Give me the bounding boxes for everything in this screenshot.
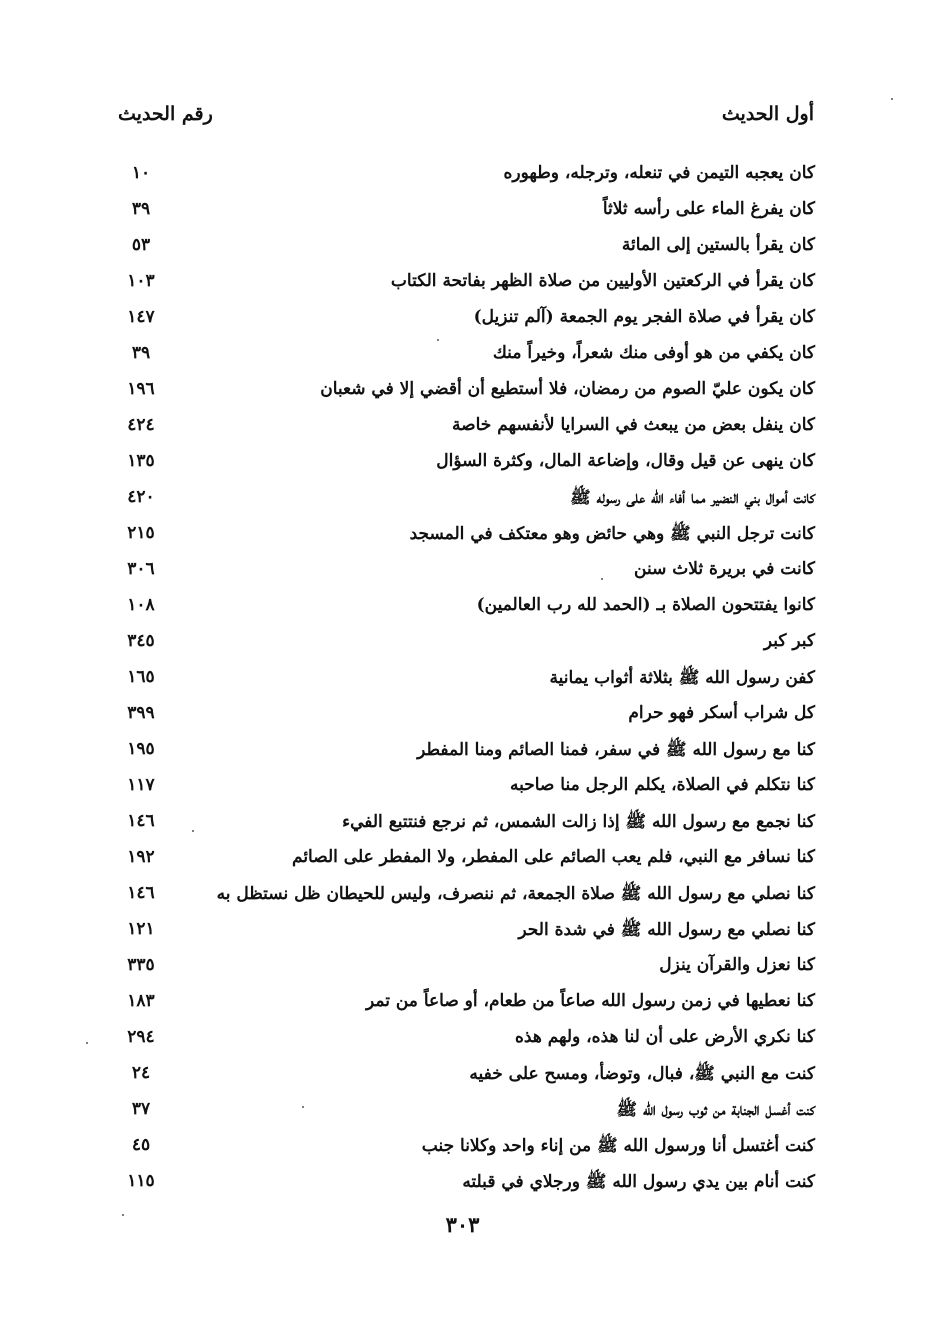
hadith-number: ٣٣٥ xyxy=(127,955,155,975)
hadith-opening-text: كنت أغسل الجنابة من ثوب رسول الله ﷺ xyxy=(616,1100,815,1120)
index-entry xyxy=(115,412,815,448)
index-entry xyxy=(115,268,815,304)
hadith-opening-text: كان يكون عليّ الصوم من رمضان، فلا أستطيع أن أقضي إلا في شعبان xyxy=(320,379,815,399)
index-entry xyxy=(115,1096,815,1132)
scan-speck xyxy=(891,98,893,100)
index-entry xyxy=(115,952,815,988)
hadith-opening-text: كان ينفل بعض من يبعث في السرايا لأنفسهم خاصة xyxy=(452,415,815,435)
hadith-number: ١١٧ xyxy=(127,775,155,795)
hadith-number: ١٢١ xyxy=(127,919,155,939)
index-entry xyxy=(115,304,815,340)
hadith-number: ٣٧ xyxy=(131,1099,151,1119)
hadith-opening-text: كنا نصلي مع رسول الله ﷺ صلاة الجمعة، ثم ننصرف، وليس للحيطان ظل نستظل به xyxy=(216,884,815,904)
scan-speck xyxy=(86,1042,88,1044)
scan-speck xyxy=(302,1106,304,1108)
index-entry xyxy=(115,160,815,196)
hadith-number: ١٤٦ xyxy=(127,883,155,903)
hadith-opening-text: كنا نصلي مع رسول الله ﷺ في شدة الحر xyxy=(518,920,815,940)
hadith-opening-text: كل شراب أسكر فهو حرام xyxy=(628,703,815,723)
hadith-number: ٤٢٤ xyxy=(127,415,155,435)
hadith-opening-text: كنا نكري الأرض على أن لنا هذه، ولهم هذه xyxy=(515,1027,815,1047)
hadith-number: ١٠٣ xyxy=(127,271,155,291)
scan-speck xyxy=(601,578,603,580)
hadith-number: ٣٤٥ xyxy=(127,631,155,651)
index-entry xyxy=(115,1024,815,1060)
index-entry xyxy=(115,520,815,556)
hadith-number: ٣٩ xyxy=(131,199,151,219)
hadith-opening-text: كان يعجبه التيمن في تنعله، وترجله، وطهوره xyxy=(503,163,815,183)
hadith-opening-text: كانت ترجل النبي ﷺ وهي حائض وهو معتكف في المسجد xyxy=(409,524,815,544)
hadith-number: ١٠٨ xyxy=(127,595,155,615)
hadith-opening-text: كنا نتكلم في الصلاة، يكلم الرجل منا صاحبه xyxy=(509,775,815,795)
hadith-number: ٢٩٤ xyxy=(127,1027,155,1047)
index-entry xyxy=(115,1168,815,1204)
hadith-opening-text: كبر كبر xyxy=(763,631,815,651)
hadith-number: ٤٢٠ xyxy=(127,487,155,507)
index-entry xyxy=(115,556,815,592)
hadith-number: ٣٩٩ xyxy=(127,703,155,723)
hadith-number: ٢١٥ xyxy=(127,523,155,543)
hadith-number: ١٩٥ xyxy=(127,739,155,759)
hadith-opening-text: كان يكفي من هو أوفى منك شعراً، وخيراً منك xyxy=(492,343,815,363)
index-entry xyxy=(115,1060,815,1096)
index-entry xyxy=(115,376,815,412)
hadith-number: ١٤٦ xyxy=(127,811,155,831)
scan-speck xyxy=(122,1214,124,1216)
index-entry xyxy=(115,448,815,484)
scan-speck xyxy=(437,339,439,341)
hadith-index-list xyxy=(115,160,815,1204)
hadith-number: ٣٩ xyxy=(131,343,151,363)
hadith-number: ٥٣ xyxy=(131,235,151,255)
hadith-opening-text: كان يقرأ في صلاة الفجر يوم الجمعة (آلم تنزيل) xyxy=(473,307,815,327)
hadith-opening-text: كان يفرغ الماء على رأسه ثلاثاً xyxy=(602,199,815,219)
index-entry xyxy=(115,484,815,520)
index-entry xyxy=(115,664,815,700)
hadith-opening-text: كنا نجمع مع رسول الله ﷺ إذا زالت الشمس، ثم نرجع فنتتبع الفيء xyxy=(342,812,815,832)
hadith-number: ١٩٦ xyxy=(127,379,155,399)
index-entry xyxy=(115,844,815,880)
index-entry xyxy=(115,736,815,772)
hadith-opening-text: كنت مع النبي ﷺ، فبال، وتوضأ، ومسح على خفيه xyxy=(469,1064,815,1084)
hadith-number: ١١٥ xyxy=(127,1171,155,1191)
hadith-number: ٢٤ xyxy=(131,1063,151,1083)
index-entry xyxy=(115,1132,815,1168)
hadith-opening-text: كانت في بريرة ثلاث سنن xyxy=(634,559,815,579)
hadith-opening-text: كنت أغتسل أنا ورسول الله ﷺ من إناء واحد وكلانا جنب xyxy=(421,1136,815,1156)
hadith-opening-text: كنت أنام بين يدي رسول الله ﷺ ورجلاي في قبلته xyxy=(462,1172,815,1192)
hadith-number: ٤٥ xyxy=(131,1135,151,1155)
scan-speck xyxy=(192,830,194,832)
index-entry xyxy=(115,592,815,628)
hadith-number: ١٦٥ xyxy=(127,667,155,687)
hadith-opening-text: كان ينهى عن قيل وقال، وإضاعة المال، وكثرة السؤال xyxy=(436,451,815,471)
index-entry xyxy=(115,196,815,232)
hadith-number: ١٩٢ xyxy=(127,847,155,867)
hadith-opening-text: كنا نعزل والقرآن ينزل xyxy=(659,955,815,975)
hadith-number: ٣٠٦ xyxy=(127,559,155,579)
hadith-number-column-title: رقم الحديث xyxy=(118,103,213,125)
hadith-opening-text: كنا نسافر مع النبي، فلم يعب الصائم على المفطر، ولا المفطر على الصائم xyxy=(292,847,815,867)
index-entry xyxy=(115,988,815,1024)
hadith-number: ١٣٥ xyxy=(127,451,155,471)
page-number: ٣٠٣ xyxy=(445,1212,480,1237)
hadith-opening-text: كنا مع رسول الله ﷺ في سفر، فمنا الصائم ومنا المفطر xyxy=(417,740,815,760)
index-entry xyxy=(115,772,815,808)
hadith-opening-text: كان يقرأ في الركعتين الأوليين من صلاة الظهر بفاتحة الكتاب xyxy=(390,271,815,291)
hadith-opening-text: كان يقرأ بالستين إلى المائة xyxy=(621,235,815,255)
hadith-opening-text: كانوا يفتتحون الصلاة بـ (الحمد لله رب العالمين) xyxy=(476,595,815,615)
page-header xyxy=(118,103,814,133)
hadith-opening-text: كفن رسول الله ﷺ بثلاثة أثواب يمانية xyxy=(549,668,815,688)
hadith-opening-text: كانت أموال بني النضير مما أفاء الله على رسوله ﷺ xyxy=(570,488,815,508)
hadith-number: ١٠ xyxy=(131,163,151,183)
hadith-start-column-title: أول الحديث xyxy=(721,103,814,125)
index-entry xyxy=(115,916,815,952)
hadith-number: ١٨٣ xyxy=(127,991,155,1011)
index-entry xyxy=(115,808,815,844)
index-entry xyxy=(115,628,815,664)
index-entry xyxy=(115,232,815,268)
index-entry xyxy=(115,340,815,376)
hadith-number: ١٤٧ xyxy=(127,307,155,327)
hadith-opening-text: كنا نعطيها في زمن رسول الله صاعاً من طعام، أو صاعاً من تمر xyxy=(366,991,815,1011)
index-entry xyxy=(115,700,815,736)
index-entry xyxy=(115,880,815,916)
